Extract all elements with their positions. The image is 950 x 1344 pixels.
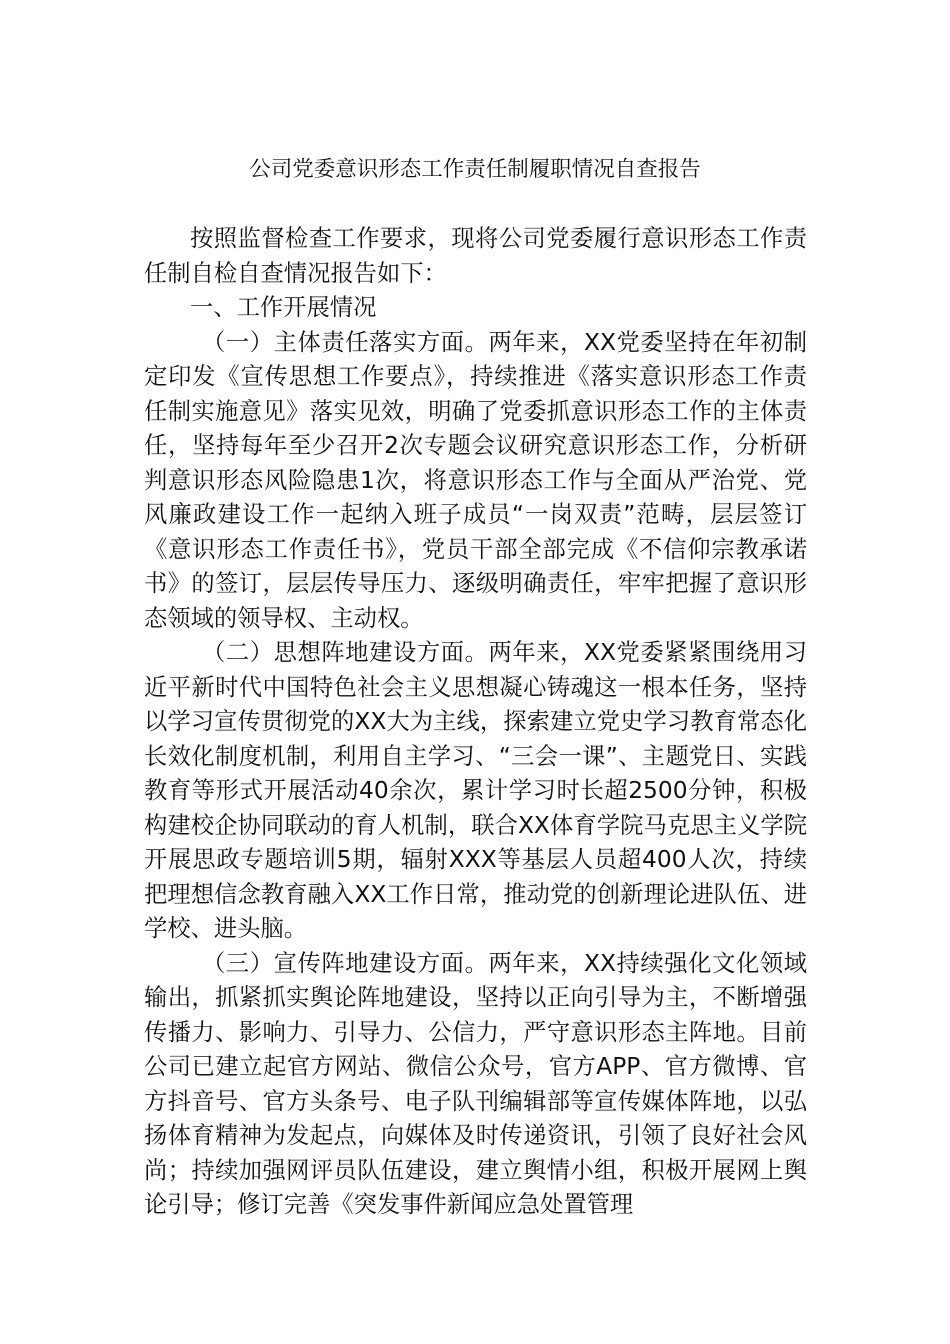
intro-paragraph: 按照监督检查工作要求，现将公司党委履行意识形态工作责任制自检自查情况报告如下：	[144, 225, 807, 287]
document-title: 公司党委意识形态工作责任制履职情况自查报告	[249, 157, 701, 182]
section-heading: 一、工作开展情况	[190, 294, 377, 321]
paragraph-ideological-position: （二）思想阵地建设方面。两年来，XX党委紧紧围绕用习近平新时代中国特色社会主义思想凝心铸魂这一根本任务，坚持以学习宣传贯彻党的XX大为主线，探索建立党史学习教育常态化长效化制度机制，利用自主学习、“三会一课”、主题党日、实践教育等形式开展活动40余次，累计学习时长超2500分钟，积极构建校企协同联动的育人机制，联合XX体育学院马克思主义学院开展思政专题培训5期，辐射XXX等基层人员超400人次，持续把理想信念教育融入XX工作日常，推动党的创新理论进队伍、进学校、进头脑。	[144, 639, 807, 942]
paragraph-main-responsibility: （一）主体责任落实方面。两年来，XX党委坚持在年初制定印发《宣传思想工作要点》，持续推进《落实意识形态工作责任制实施意见》落实见效，明确了党委抓意识形态工作的主体责任，坚持每年至少召开2次专题会议研究意识形态工作，分析研判意识形态风险隐患1次，将意识形态工作与全面从严治党、党风廉政建设工作一起纳入班子成员“一岗双责”范畴，层层签订《意识形态工作责任书》，党员干部全部完成《不信仰宗教承诺书》的签订，层层传导压力、逐级明确责任，牢牢把握了意识形态领域的领导权、主动权。	[144, 328, 807, 632]
paragraph-publicity-position: （三）宣传阵地建设方面。两年来，XX持续强化文化领域输出，抓紧抓实舆论阵地建设，坚持以正向引导为主，不断增强传播力、影响力、引导力、公信力，严守意识形态主阵地。目前公司已建立起官方网站、微信公众号，官方APP、官方微博、官方抖音号、官方头条号、电子队刊编辑部等宣传媒体阵地，以弘扬体育精神为发起点，向媒体及时传递资讯，引领了良好社会风尚；持续加强网评员队伍建设，建立舆情小组，积极开展网上舆论引导；修订完善《突发事件新闻应急处置管理	[144, 949, 807, 1218]
document-body	[144, 222, 807, 1223]
